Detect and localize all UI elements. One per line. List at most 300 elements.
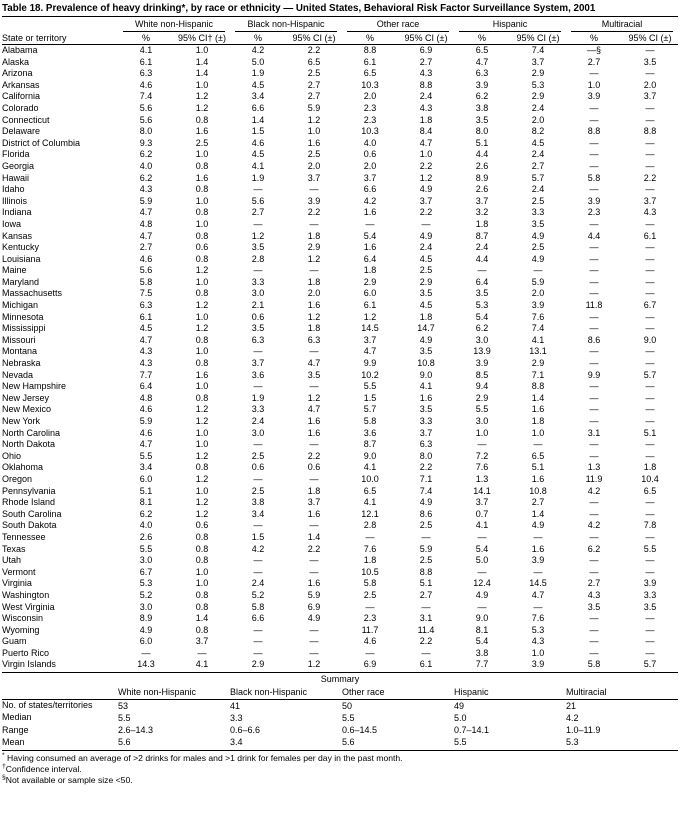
value-cell: — (365, 647, 375, 658)
value-cell: 5.9 (139, 195, 153, 206)
value-cell: 3.3 (643, 589, 657, 600)
value-cell: 4.7 (139, 230, 153, 241)
value-cell: 8.6 (587, 334, 601, 345)
value-cell: 1.2 (195, 91, 209, 102)
state-name: Montana (2, 346, 38, 357)
state-name: Kansas (2, 230, 33, 241)
value-cell: 0.8 (195, 531, 209, 542)
value-cell: — (645, 323, 655, 334)
table-row (2, 254, 678, 266)
value-cell: — (589, 288, 599, 299)
summary-row-label: Median (2, 712, 32, 723)
value-cell: 5.6 (139, 114, 153, 125)
value-cell: 3.9 (587, 91, 601, 102)
value-cell: 2.5 (307, 149, 321, 160)
value-cell: — (589, 508, 599, 519)
value-cell: 2.8 (363, 520, 377, 531)
value-cell: 9.3 (139, 137, 153, 148)
table-row (2, 335, 678, 347)
value-cell: 0.6 (251, 462, 265, 473)
value-cell: 2.2 (307, 207, 321, 218)
value-cell: 1.6 (195, 172, 209, 183)
value-cell: 5.5 (643, 543, 657, 554)
value-cell: — (589, 358, 599, 369)
value-cell: 2.2 (307, 45, 321, 55)
value-cell: —§ (586, 45, 601, 55)
value-cell: 3.4 (251, 508, 265, 519)
value-cell: 6.3 (419, 439, 433, 450)
value-cell: 8.8 (419, 566, 433, 577)
value-cell: 4.6 (139, 253, 153, 264)
table-row (2, 428, 678, 440)
value-cell: — (645, 381, 655, 392)
value-cell: 1.0 (307, 126, 321, 137)
value-cell: 2.5 (419, 520, 433, 531)
value-cell: 4.1 (251, 160, 265, 171)
state-name: Missouri (2, 334, 36, 345)
summary-row (2, 712, 678, 724)
value-cell: 6.2 (139, 508, 153, 519)
prevalence-table (2, 17, 678, 671)
value-cell: 4.0 (139, 160, 153, 171)
summary-body (2, 699, 678, 748)
value-cell: 2.0 (643, 79, 657, 90)
summary-col-header: Other race (342, 686, 454, 699)
value-cell: 4.1 (531, 334, 545, 345)
table-row (2, 613, 678, 625)
group-header-row (2, 17, 678, 32)
value-cell: 0.8 (195, 392, 209, 403)
value-cell: 4.3 (531, 636, 545, 647)
value-cell: 5.7 (643, 659, 657, 670)
value-cell: 12.1 (361, 508, 379, 519)
value-cell: 7.1 (531, 369, 545, 380)
value-cell: — (645, 439, 655, 450)
value-cell: 4.8 (139, 392, 153, 403)
value-cell: 0.8 (195, 555, 209, 566)
state-name: Texas (2, 543, 26, 554)
value-cell: 2.9 (363, 276, 377, 287)
state-name: Puerto Rico (2, 647, 50, 658)
value-cell: — (141, 647, 151, 658)
value-cell: 4.9 (419, 497, 433, 508)
value-cell: 3.2 (475, 207, 489, 218)
value-cell: — (309, 218, 319, 229)
state-name: New Mexico (2, 404, 52, 415)
value-cell: 2.7 (587, 56, 601, 67)
value-cell: 6.1 (139, 56, 153, 67)
value-cell: 14.7 (417, 323, 435, 334)
value-cell: 7.4 (139, 91, 153, 102)
state-name: Nebraska (2, 358, 41, 369)
summary-value-cell: 5.5 (342, 712, 355, 723)
table-row (2, 393, 678, 405)
value-cell: 2.4 (251, 416, 265, 426)
value-cell: 3.5 (251, 242, 265, 253)
value-cell: — (477, 265, 487, 276)
value-cell: 0.8 (195, 288, 209, 299)
value-cell: — (589, 439, 599, 450)
value-cell: 10.3 (361, 79, 379, 90)
value-cell: 3.9 (531, 300, 545, 311)
state-name: Maine (2, 265, 27, 276)
value-cell: — (645, 358, 655, 369)
value-cell: 4.6 (139, 79, 153, 90)
value-cell: 1.5 (363, 392, 377, 403)
value-cell: 6.6 (251, 613, 265, 624)
state-name: Alaska (2, 56, 30, 67)
value-cell: 1.6 (195, 369, 209, 380)
table-row (2, 578, 678, 590)
value-cell: 3.1 (419, 613, 433, 624)
state-name: New Hampshire (2, 381, 67, 392)
value-cell: — (645, 114, 655, 125)
value-cell: — (589, 404, 599, 415)
value-cell: 7.7 (139, 369, 153, 380)
value-cell: 9.0 (363, 450, 377, 461)
value-cell: 5.0 (475, 555, 489, 566)
value-cell: 6.5 (643, 485, 657, 496)
value-cell: 7.6 (531, 311, 545, 322)
value-cell: 8.0 (475, 126, 489, 137)
table-row (2, 625, 678, 637)
value-cell: 1.8 (419, 114, 433, 125)
value-cell: 2.7 (139, 242, 153, 253)
value-cell: 8.7 (475, 230, 489, 241)
value-cell: 5.2 (251, 589, 265, 600)
table-row (2, 300, 678, 312)
value-cell: 7.6 (363, 543, 377, 554)
pct-column-header: % (342, 32, 398, 45)
value-cell: 8.8 (587, 126, 601, 137)
value-cell: 2.0 (307, 288, 321, 299)
value-cell: 4.5 (251, 79, 265, 90)
value-cell: 1.8 (643, 462, 657, 473)
summary-value-cell: 53 (118, 700, 129, 711)
value-cell: 3.8 (251, 497, 265, 508)
value-cell: — (589, 68, 599, 79)
value-cell: 6.2 (475, 91, 489, 102)
table-row (2, 265, 678, 277)
value-cell: 3.0 (475, 416, 489, 426)
value-cell: — (589, 613, 599, 624)
value-cell: 3.5 (251, 323, 265, 334)
value-cell: 4.3 (139, 358, 153, 369)
value-cell: 6.2 (139, 172, 153, 183)
group-header-spacer (2, 17, 118, 32)
value-cell: 2.4 (531, 184, 545, 195)
value-cell: 1.8 (307, 276, 321, 287)
value-cell: 0.7 (475, 508, 489, 519)
state-name: Connecticut (2, 114, 50, 125)
value-cell: — (645, 624, 655, 635)
value-cell: 4.3 (139, 346, 153, 357)
table-row (2, 288, 678, 300)
summary-header-row (2, 686, 678, 699)
pct-column-header: % (566, 32, 622, 45)
value-cell: 2.2 (307, 543, 321, 554)
summary-table (2, 686, 678, 748)
state-name: Georgia (2, 160, 35, 171)
value-cell: 1.4 (531, 392, 545, 403)
value-cell: 3.5 (643, 601, 657, 612)
value-cell: 3.9 (475, 79, 489, 90)
value-cell: 2.5 (531, 242, 545, 253)
value-cell: 1.6 (363, 242, 377, 253)
value-cell: — (309, 566, 319, 577)
value-cell: — (253, 636, 263, 647)
summary-row (2, 724, 678, 736)
value-cell: 1.0 (195, 439, 209, 450)
table-row (2, 439, 678, 451)
value-cell: 6.0 (363, 288, 377, 299)
value-cell: — (589, 392, 599, 403)
value-cell: 4.4 (475, 149, 489, 160)
value-cell: 1.8 (307, 323, 321, 334)
value-cell: 4.3 (139, 184, 153, 195)
value-cell: — (589, 311, 599, 322)
value-cell: 11.8 (585, 300, 603, 311)
value-cell: 1.2 (419, 172, 433, 183)
value-cell: 8.0 (419, 450, 433, 461)
value-cell: 1.2 (195, 473, 209, 484)
value-cell: — (253, 473, 263, 484)
value-cell: 6.6 (251, 102, 265, 113)
value-cell: 4.1 (195, 659, 209, 670)
value-cell: — (589, 647, 599, 658)
value-cell: 4.9 (531, 230, 545, 241)
value-cell: — (253, 555, 263, 566)
value-cell: 4.9 (419, 334, 433, 345)
value-cell: — (589, 555, 599, 566)
value-cell: 5.8 (587, 172, 601, 183)
value-cell: 7.1 (419, 473, 433, 484)
value-cell: 4.2 (251, 543, 265, 554)
state-name: District of Columbia (2, 137, 81, 148)
value-cell: 3.5 (531, 218, 545, 229)
value-cell: 1.8 (475, 218, 489, 229)
value-cell: 1.0 (195, 45, 209, 55)
value-cell: 4.9 (419, 184, 433, 195)
value-cell: — (421, 601, 431, 612)
value-cell: 6.1 (643, 230, 657, 241)
value-cell: 8.1 (475, 624, 489, 635)
table-body (2, 45, 678, 672)
table-row (2, 486, 678, 498)
value-cell: 8.5 (475, 369, 489, 380)
value-cell: — (477, 439, 487, 450)
value-cell: 0.8 (195, 253, 209, 264)
value-cell: 1.2 (363, 311, 377, 322)
value-cell: 0.8 (195, 543, 209, 554)
value-cell: 6.3 (307, 334, 321, 345)
value-cell: 2.7 (419, 589, 433, 600)
value-cell: 7.8 (643, 520, 657, 531)
value-cell: — (253, 218, 263, 229)
value-cell: 2.5 (531, 195, 545, 206)
table-row (2, 80, 678, 92)
summary-value-cell: 0.6–14.5 (342, 724, 378, 735)
value-cell: 6.5 (531, 450, 545, 461)
state-name: Indiana (2, 207, 32, 218)
value-cell: 4.4 (475, 253, 489, 264)
value-cell: — (589, 149, 599, 160)
table-row (2, 219, 678, 231)
value-cell: 9.0 (475, 613, 489, 624)
value-cell: 3.3 (251, 404, 265, 415)
value-cell: 5.5 (363, 381, 377, 392)
value-cell: — (253, 439, 263, 450)
value-cell: 6.1 (139, 311, 153, 322)
value-cell: 6.6 (363, 184, 377, 195)
value-cell: — (645, 265, 655, 276)
value-cell: — (589, 265, 599, 276)
value-cell: 0.8 (195, 230, 209, 241)
value-cell: — (645, 288, 655, 299)
value-cell: — (309, 439, 319, 450)
value-cell: 6.1 (419, 659, 433, 670)
value-cell: 3.0 (475, 334, 489, 345)
value-cell: 5.6 (139, 265, 153, 276)
value-cell: 1.6 (307, 300, 321, 311)
value-cell: — (365, 601, 375, 612)
value-cell: 1.0 (195, 381, 209, 392)
value-cell: 13.1 (529, 346, 547, 357)
value-cell: 3.7 (251, 358, 265, 369)
summary-row-label: No. of states/territories (2, 700, 93, 711)
value-cell: — (645, 242, 655, 253)
value-cell: 1.8 (307, 230, 321, 241)
value-cell: 8.6 (419, 508, 433, 519)
value-cell: 2.7 (531, 160, 545, 171)
value-cell: 2.9 (531, 358, 545, 369)
state-name: Virginia (2, 578, 32, 589)
value-cell: 5.5 (139, 543, 153, 554)
value-cell: 1.2 (307, 392, 321, 403)
summary-col-header: Hispanic (454, 686, 566, 699)
state-name: South Dakota (2, 520, 57, 531)
value-cell: 3.0 (251, 427, 265, 438)
summary-value-cell: 2.6–14.3 (118, 724, 154, 735)
value-cell: 2.4 (531, 149, 545, 160)
value-cell: 11.4 (417, 624, 435, 635)
value-cell: 6.3 (251, 334, 265, 345)
value-cell: 0.8 (195, 114, 209, 125)
table-row (2, 277, 678, 289)
state-name: New Jersey (2, 392, 50, 403)
value-cell: 10.4 (641, 473, 659, 484)
value-cell: 1.6 (531, 404, 545, 415)
value-cell: 5.7 (643, 369, 657, 380)
table-row (2, 509, 678, 521)
value-cell: 5.5 (475, 404, 489, 415)
summary-value-cell: 0.7–14.1 (454, 724, 490, 735)
value-cell: 5.4 (475, 543, 489, 554)
value-cell: 6.3 (475, 68, 489, 79)
value-cell: 3.4 (139, 462, 153, 473)
value-cell: — (309, 265, 319, 276)
state-name: Pennsylvania (2, 485, 56, 496)
value-cell: 2.5 (419, 555, 433, 566)
value-cell: 2.9 (531, 91, 545, 102)
value-cell: 6.0 (139, 636, 153, 647)
value-cell: — (589, 531, 599, 542)
state-name: Colorado (2, 102, 39, 113)
value-cell: 6.5 (475, 45, 489, 55)
value-cell: 5.1 (419, 578, 433, 589)
value-cell: 1.6 (195, 126, 209, 137)
table-row (2, 346, 678, 358)
value-cell: 14.1 (473, 485, 491, 496)
value-cell: 1.0 (195, 195, 209, 206)
value-cell: 0.8 (195, 207, 209, 218)
table-row (2, 115, 678, 127)
table-row (2, 532, 678, 544)
value-cell: 4.9 (307, 613, 321, 624)
value-cell: 3.9 (531, 659, 545, 670)
value-cell: 8.9 (139, 613, 153, 624)
state-name: Alabama (2, 45, 38, 55)
value-cell: 6.7 (643, 300, 657, 311)
value-cell: 1.2 (307, 114, 321, 125)
state-name: Wisconsin (2, 613, 44, 624)
table-row (2, 103, 678, 115)
value-cell: 2.0 (363, 160, 377, 171)
value-cell: — (645, 149, 655, 160)
value-cell: 6.9 (419, 45, 433, 55)
value-cell: — (589, 636, 599, 647)
table-row (2, 242, 678, 254)
value-cell: 3.3 (251, 276, 265, 287)
value-cell: 5.8 (587, 659, 601, 670)
value-cell: 5.3 (475, 300, 489, 311)
value-cell: 1.2 (195, 416, 209, 426)
footnote-marker: * (2, 752, 5, 760)
value-cell: 6.2 (139, 149, 153, 160)
value-cell: 5.1 (531, 462, 545, 473)
table-row (2, 323, 678, 335)
value-cell: 6.5 (363, 68, 377, 79)
footnotes (2, 750, 678, 785)
table-row (2, 370, 678, 382)
value-cell: 3.0 (139, 555, 153, 566)
value-cell: 5.1 (475, 137, 489, 148)
value-cell: 1.2 (195, 300, 209, 311)
value-cell: 4.7 (475, 56, 489, 67)
table-row (2, 196, 678, 208)
value-cell: 3.7 (475, 497, 489, 508)
value-cell: 1.6 (531, 473, 545, 484)
value-cell: — (309, 346, 319, 357)
value-cell: 1.6 (307, 416, 321, 426)
value-cell: 3.6 (251, 369, 265, 380)
value-cell: 5.8 (363, 578, 377, 589)
value-cell: — (589, 624, 599, 635)
state-name: Rhode Island (2, 497, 56, 508)
value-cell: 1.2 (195, 404, 209, 415)
value-cell: 8.8 (363, 45, 377, 55)
value-cell: 8.0 (139, 126, 153, 137)
summary-row (2, 736, 678, 748)
value-cell: 6.1 (363, 56, 377, 67)
value-cell: 4.7 (139, 207, 153, 218)
value-cell: 7.4 (419, 485, 433, 496)
value-cell: 4.6 (139, 427, 153, 438)
value-cell: 4.7 (139, 439, 153, 450)
group-header-label: Hispanic (459, 19, 561, 32)
value-cell: 10.3 (361, 126, 379, 137)
value-cell: — (589, 416, 599, 426)
